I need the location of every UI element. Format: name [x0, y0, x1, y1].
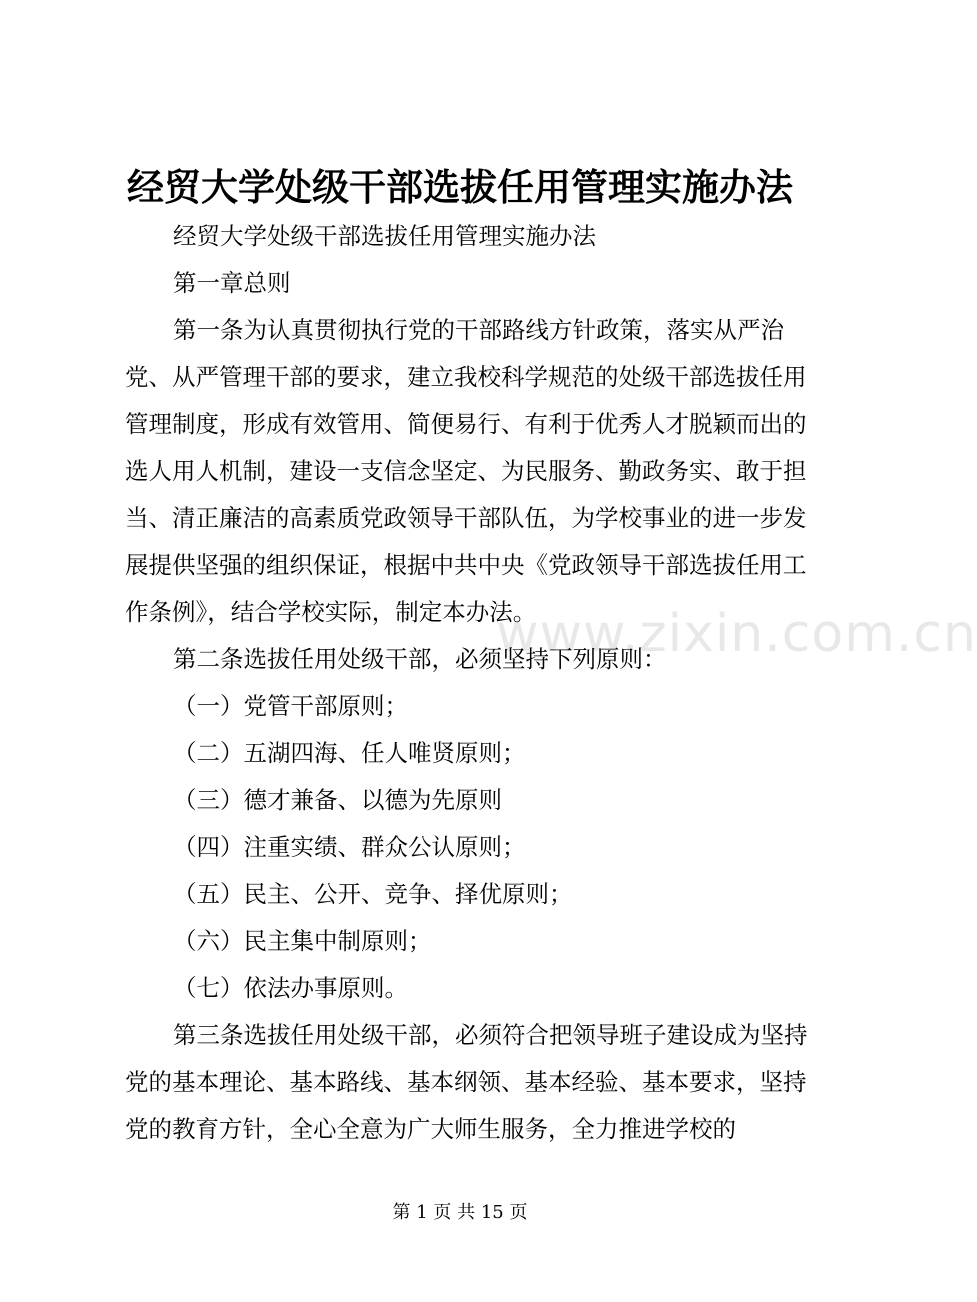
paragraph: 经贸大学处级干部选拔任用管理实施办法 — [173, 222, 596, 250]
principle-item: （五）民主、公开、竞争、择优原则； — [173, 880, 573, 908]
principle-item: （四）注重实绩、群众公认原则； — [173, 833, 526, 861]
chapter-heading: 第一章总则 — [173, 269, 291, 297]
watermark: www.zixin.com.cn — [496, 604, 977, 664]
principle-item: （二）五湖四海、任人唯贤原则； — [173, 739, 526, 767]
article-paragraph: 第一条为认真贯彻执行党的干部路线方针政策，落实从严治党、从严管理干部的要求，建立我校科学规范的处级干部选拔任用管理制度，形成有效管用、简便易行、有利于优秀人才脱颖而出的选人用人机制，建设一支信念坚定、为民服务、勤政务实、敢于担当、清正廉洁的高素质党政领导干部队伍，为学校事业的进一步发展提供坚强的组织保证，根据中共中央《党政领导干部选拔任用工作条例》，结合学校实际，制定本办法。 — [125, 316, 807, 626]
principle-item: （七）依法办事原则。 — [173, 974, 408, 1002]
page-footer: 第 1 页 共 15 页 — [392, 1202, 528, 1223]
principle-item: （三）德才兼备、以德为先原则 — [173, 786, 502, 814]
article-paragraph: 第三条选拔任用处级干部，必须符合把领导班子建设成为坚持党的基本理论、基本路线、基本纲领、基本经验、基本要求，坚持党的教育方针，全心全意为广大师生服务，全力推进学校的 — [125, 1021, 808, 1143]
document-body — [125, 213, 825, 1153]
document-title: 经贸大学处级干部选拔任用管理实施办法 — [127, 165, 793, 209]
article-paragraph: 第二条选拔任用处级干部，必须坚持下列原则： — [173, 645, 667, 673]
principle-item: （一）党管干部原则； — [173, 692, 408, 720]
principle-item: （六）民主集中制原则； — [173, 927, 432, 955]
